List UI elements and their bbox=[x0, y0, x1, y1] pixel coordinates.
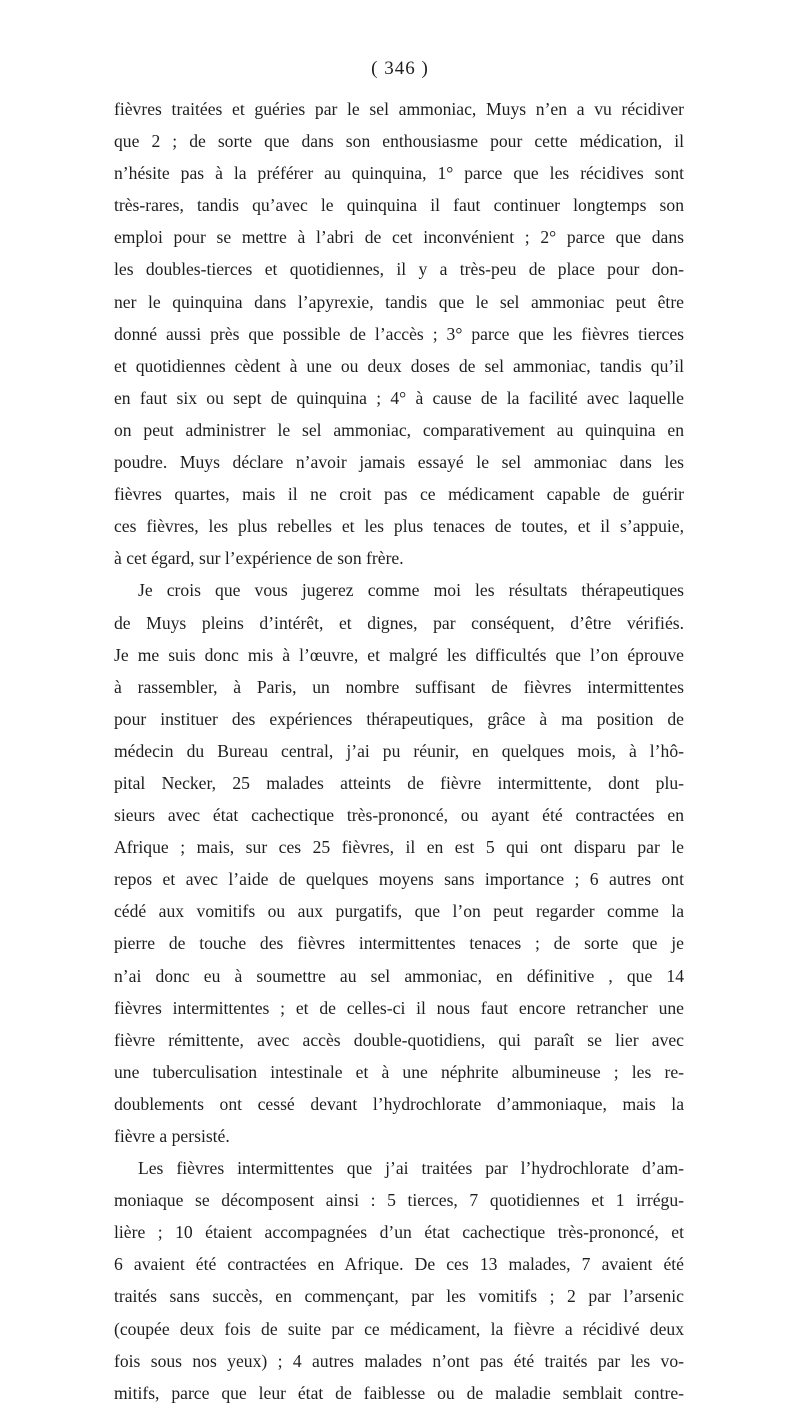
text-line: cédé aux vomitifs ou aux purgatifs, que l’on peut regarder comme la bbox=[114, 901, 684, 922]
body-text bbox=[114, 93, 684, 1409]
text-line: Je crois que vous jugerez comme moi les résultats thérapeutiques bbox=[138, 580, 684, 601]
text-line: pierre de touche des fièvres intermittentes tenaces ; de sorte que je bbox=[114, 933, 684, 954]
text-line: en faut six ou sept de quinquina ; 4° à cause de la facilité avec laquelle bbox=[114, 387, 684, 408]
text-line: à rassembler, à Paris, un nombre suffisant de fièvres intermittentes bbox=[114, 676, 684, 697]
text-line: traités sans succès, en commençant, par les vomitifs ; 2 par l’arsenic bbox=[114, 1286, 684, 1307]
text-line: donné aussi près que possible de l’accès ; 3° parce que les fièvres tierces bbox=[114, 323, 684, 344]
text-line: pour instituer des expériences thérapeutiques, grâce à ma position de bbox=[114, 708, 684, 729]
text-line: très-rares, tandis qu’avec le quinquina il faut continuer longtemps son bbox=[114, 195, 684, 216]
text-line: fois sous nos yeux) ; 4 autres malades n’ont pas été traités par les vo- bbox=[114, 1350, 684, 1371]
text-line: fièvres intermittentes ; et de celles-ci il nous faut encore retrancher une bbox=[114, 997, 684, 1018]
text-line: emploi pour se mettre à l’abri de cet inconvénient ; 2° parce que dans bbox=[114, 227, 684, 248]
text-line: pital Necker, 25 malades atteints de fièvre intermittente, dont plu- bbox=[114, 772, 684, 793]
text-line: poudre. Muys déclare n’avoir jamais essayé le sel ammoniac dans les bbox=[114, 452, 684, 473]
text-line: et quotidiennes cèdent à une ou deux doses de sel ammoniac, tandis qu’il bbox=[114, 355, 684, 376]
text-line: (coupée deux fois de suite par ce médicament, la fièvre a récidivé deux bbox=[114, 1318, 684, 1339]
text-line: repos et avec l’aide de quelques moyens sans importance ; 6 autres ont bbox=[114, 869, 684, 890]
text-line: à cet égard, sur l’expérience de son frère. bbox=[114, 548, 404, 569]
text-line: Les fièvres intermittentes que j’ai traitées par l’hydrochlorate d’am- bbox=[138, 1158, 684, 1179]
text-line: que 2 ; de sorte que dans son enthousiasme pour cette médication, il bbox=[114, 131, 684, 152]
text-line: on peut administrer le sel ammoniac, comparativement au quinquina en bbox=[114, 419, 684, 440]
text-line: n’hésite pas à la préférer au quinquina, 1° parce que les récidives sont bbox=[114, 163, 684, 184]
text-line: 6 avaient été contractées en Afrique. De ces 13 malades, 7 avaient été bbox=[114, 1254, 684, 1275]
text-line: fièvre a persisté. bbox=[114, 1126, 230, 1146]
text-line: ner le quinquina dans l’apyrexie, tandis que le sel ammoniac peut être bbox=[114, 291, 684, 312]
text-line: de Muys pleins d’intérêt, et dignes, par conséquent, d’être vérifiés. bbox=[114, 612, 684, 633]
text-line: sieurs avec état cachectique très-prononcé, ou ayant été contractées en bbox=[114, 805, 684, 826]
page-number: ( 346 ) bbox=[371, 58, 429, 79]
text-line: doublements ont cessé devant l’hydrochlorate d’ammoniaque, mais la bbox=[114, 1093, 684, 1114]
text-line: n’ai donc eu à soumettre au sel ammoniac, en définitive , que 14 bbox=[114, 965, 684, 986]
text-line: fièvre rémittente, avec accès double-quotidiens, qui paraît se lier avec bbox=[114, 1029, 684, 1050]
text-line: moniaque se décomposent ainsi : 5 tierces, 7 quotidiennes et 1 irrégu- bbox=[114, 1190, 684, 1211]
text-line: mitifs, parce que leur état de faiblesse ou de maladie semblait contre- bbox=[114, 1382, 684, 1403]
text-line: fièvres traitées et guéries par le sel ammoniac, Muys n’en a vu récidiver bbox=[114, 99, 684, 119]
text-line: lière ; 10 étaient accompagnées d’un état cachectique très-prononcé, et bbox=[114, 1222, 684, 1243]
text-line: les doubles-tierces et quotidiennes, il y a très-peu de place pour don- bbox=[114, 259, 684, 280]
text-line: Je me suis donc mis à l’œuvre, et malgré les difficultés que l’on éprouve bbox=[114, 644, 684, 665]
text-line: médecin du Bureau central, j’ai pu réunir, en quelques mois, à l’hô- bbox=[114, 740, 684, 761]
text-line: fièvres quartes, mais il ne croit pas ce médicament capable de guérir bbox=[114, 484, 684, 505]
text-line: une tuberculisation intestinale et à une néphrite albumineuse ; les re- bbox=[114, 1061, 684, 1082]
text-line: Afrique ; mais, sur ces 25 fièvres, il en est 5 qui ont disparu par le bbox=[114, 837, 684, 858]
text-line: ces fièvres, les plus rebelles et les plus tenaces de toutes, et il s’appuie, bbox=[114, 516, 684, 537]
